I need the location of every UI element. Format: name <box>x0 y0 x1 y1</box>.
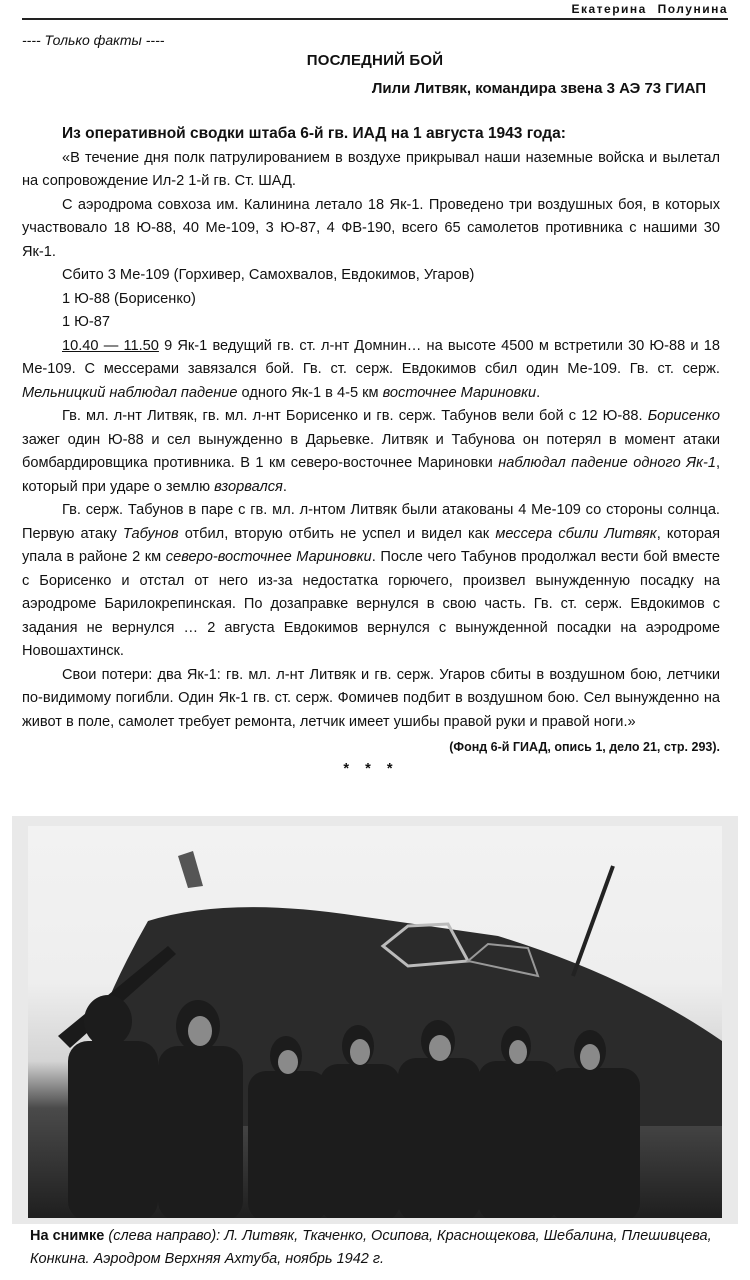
time-range: 10.40 — 11.50 <box>62 337 159 354</box>
paragraph-4-italic-1: Борисенко <box>647 408 720 424</box>
paragraph-3-text-c: . <box>536 384 541 401</box>
paragraph-1: «В течение дня полк патрулированием в воздухе прикрывал наши наземные войска и вылетал на сопровождение Ил-2 1-й гв. Ст. ШАД. <box>22 149 720 189</box>
paragraph-3 <box>22 335 720 406</box>
archive-reference: (Фонд 6-й ГИАД, опись 1, дело 21, стр. 293). <box>449 740 720 754</box>
rubric-label: ---- Только факты ---- <box>22 32 165 48</box>
photo-frame <box>12 816 738 1224</box>
caption-lead: На снимке <box>30 1228 105 1244</box>
source-heading: Из оперативной сводки штаба 6-й гв. ИАД на 1 августа 1943 года: <box>62 125 566 142</box>
list-item-shot-down-ju87: 1 Ю-87 <box>62 314 111 330</box>
caption-text: (слева направо): Л. Литвяк, Ткаченко, Осипова, Краснощекова, Шебалина, Плешивцева, Конкина. Аэродром Верхняя Ахтуба, ноябрь 1942 г. <box>30 1228 712 1267</box>
paragraph-5-italic-3: северо-восточнее Мариновки <box>165 549 372 565</box>
paragraph-3-text-a: 9 Як-1 ведущий гв. ст. л-нт Домнин… на высоте 4500 м встретили 30 Ю-88 и 18 Ме-109. С мессерами завязался бой. Гв. ст. серж. Евдокимов сбил один Ме-109. Гв. ст. серж. <box>22 337 720 377</box>
paragraph-4-italic-3: взорвался <box>214 478 283 495</box>
paragraph-4-text-a: Гв. мл. л-нт Литвяк, гв. мл. л-нт Борисенко и гв. серж. Табунов вели бой с 12 Ю-88. <box>62 408 648 424</box>
paragraph-4-text-d: . <box>282 478 287 495</box>
paragraph-3-italic-2: восточнее Мариновки <box>382 384 537 401</box>
paragraph-3-text-b: одного Як-1 в 4-5 км <box>237 384 383 401</box>
paragraph-6: Свои потери: два Як-1: гв. мл. л-нт Литвяк и гв. серж. Угаров сбиты в воздушном бою, летчики по-видимому погибли. Один Як-1 гв. ст. серж. Фомичев подбит в воздушном бою. Сел вынужденно на живот в поле, самолет требует ремонта, летчик имеет ушибы правой руки и правой ноги.» <box>22 666 720 730</box>
article-body <box>22 122 720 781</box>
archival-photo <box>28 826 722 1218</box>
author-name: Екатерина Полунина <box>571 2 728 16</box>
running-header <box>22 0 728 20</box>
paragraph-5-text-b: отбил, вторую отбить не успел и видел как <box>178 525 496 542</box>
article-subtitle: Лили Литвяк, командира звена 3 АЭ 73 ГИАП <box>371 80 706 97</box>
paragraph-4-text-c: , который при ударе о землю <box>22 455 720 495</box>
paragraph-5 <box>22 499 720 664</box>
list-item-shot-down-me109: Сбито 3 Ме-109 (Горхивер, Самохвалов, Евдокимов, Угаров) <box>62 267 475 283</box>
paragraph-4 <box>22 405 720 499</box>
paragraph-5-italic-1: Табунов <box>122 525 179 542</box>
paragraph-4-text-b: зажег один Ю-88 и сел вынужденно в Дарьевке. Литвяк и Табунова он потерял в момент атаки бомбардировщика противника. В 1 км северо-восточнее Мариновки <box>22 431 720 471</box>
section-separator: * * * <box>343 760 399 777</box>
paragraph-5-text-d: . После чего Табунов продолжал вести бой вместе с Борисенко и отстал от него из-за недостатка горючего, произвел вынужденную посадку на аэродроме Барилокрепинская. По дозаправке вернулся в свою часть. Гв. ст. серж. Евдокимов с задания не вернулся … 2 августа Евдокимов вернулся с вынужденной посадки на аэродроме Новошахтинск. <box>22 549 720 659</box>
list-item-shot-down-ju88: 1 Ю-88 (Борисенко) <box>62 290 196 307</box>
paragraph-5-italic-2: мессера сбили Литвяк <box>495 525 657 542</box>
photo-illustration <box>28 826 722 1218</box>
paragraph-5-text-c: , которая упала в районе 2 км <box>22 525 720 565</box>
paragraph-3-italic-1: Мельницкий наблюдал падение <box>22 384 238 401</box>
paragraph-2: С аэродрома совхоза им. Калинина летало 18 Як-1. Проведено три воздушных боя, в которых участвовало 18 Ю-88, 40 Ме-109, 3 Ю-87, 4 ФВ-190, всего 65 самолетов противника с нашими 30 Як-1. <box>22 196 720 260</box>
paragraph-4-italic-2: наблюдал падение одного Як-1 <box>498 455 716 471</box>
paragraph-5-text-a: Гв. серж. Табунов в паре с гв. мл. л-нтом Литвяк были атакованы 4 Ме-109 со стороны солнца. Первую атаку <box>22 502 720 542</box>
photo-caption <box>30 1225 722 1271</box>
article-title: ПОСЛЕДНИЙ БОЙ <box>306 52 444 69</box>
